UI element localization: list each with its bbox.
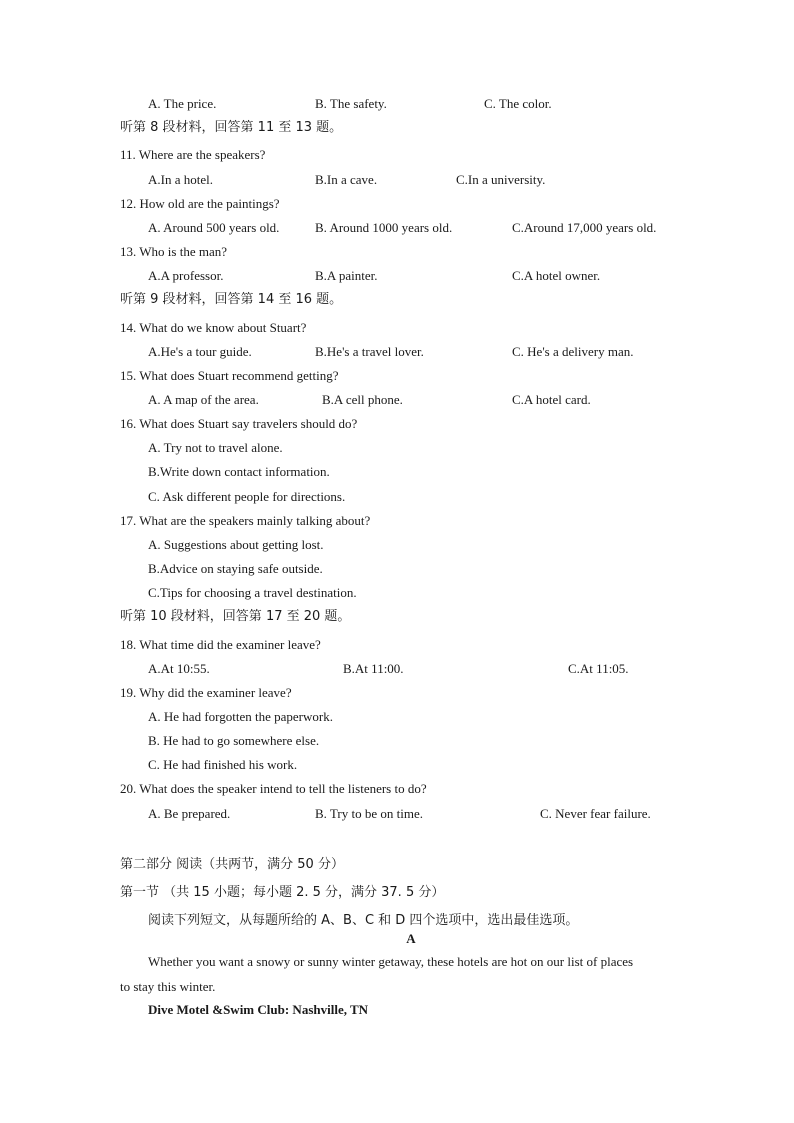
q15-option-c: C.A hotel card. bbox=[512, 392, 591, 407]
q14-option-b: B.He's a travel lover. bbox=[315, 344, 424, 359]
q16-option-c: C. Ask different people for directions. bbox=[148, 489, 346, 504]
q17-stem: 17. What are the speakers mainly talking about? bbox=[120, 513, 371, 528]
q11-stem: 11. Where are the speakers? bbox=[120, 147, 266, 162]
q16-option-b: B.Write down contact information. bbox=[148, 464, 330, 479]
q17-option-c: C.Tips for choosing a travel destination. bbox=[148, 585, 357, 600]
q19-option-c: C. He had finished his work. bbox=[148, 757, 298, 772]
q18-stem: 18. What time did the examiner leave? bbox=[120, 637, 321, 652]
q10-option-b: B. The safety. bbox=[315, 96, 387, 111]
q13-option-b: B.A painter. bbox=[315, 268, 378, 283]
q20-stem: 20. What does the speaker intend to tell the listeners to do? bbox=[120, 781, 427, 796]
q18-option-c: C.At 11:05. bbox=[568, 661, 629, 676]
q17-option-a: A. Suggestions about getting lost. bbox=[148, 537, 324, 552]
q10-option-c: C. The color. bbox=[484, 96, 552, 111]
q11-option-c: C.In a university. bbox=[456, 172, 546, 187]
q14-stem: 14. What do we know about Stuart? bbox=[120, 320, 307, 335]
q12-option-b: B. Around 1000 years old. bbox=[315, 220, 453, 235]
q14-option-c: C. He's a delivery man. bbox=[512, 344, 634, 359]
reading-instruction: 阅读下列短文，从每题所给的 A、B、C 和 D 四个选项中，选出最佳选项。 bbox=[148, 913, 579, 928]
q19-stem: 19. Why did the examiner leave? bbox=[120, 685, 292, 700]
q14-option-a: A.He's a tour guide. bbox=[148, 344, 252, 359]
q13-option-a: A.A professor. bbox=[148, 268, 224, 283]
q16-stem: 16. What does Stuart say travelers should do? bbox=[120, 416, 358, 431]
q16-option-a: A. Try not to travel alone. bbox=[148, 440, 283, 455]
q18-option-b: B.At 11:00. bbox=[343, 661, 404, 676]
q15-option-a: A. A map of the area. bbox=[148, 392, 259, 407]
q20-option-b: B. Try to be on time. bbox=[315, 806, 423, 821]
part-2-heading: 第二部分 阅读（共两节，满分 50 分） bbox=[120, 857, 344, 872]
q10-option-a: A. The price. bbox=[148, 96, 217, 111]
q12-option-a: A. Around 500 years old. bbox=[148, 220, 280, 235]
hotel-heading: Dive Motel &Swim Club: Nashville, TN bbox=[148, 1002, 369, 1017]
q11-option-b: B.In a cave. bbox=[315, 172, 378, 187]
q13-stem: 13. Who is the man? bbox=[120, 244, 227, 259]
section-8-instruction: 听第 8 段材料，回答第 11 至 13 题。 bbox=[120, 120, 343, 135]
q20-option-a: A. Be prepared. bbox=[148, 806, 231, 821]
q15-option-b: B.A cell phone. bbox=[322, 392, 403, 407]
q11-option-a: A.In a hotel. bbox=[148, 172, 213, 187]
q15-stem: 15. What does Stuart recommend getting? bbox=[120, 368, 339, 383]
q20-option-c: C. Never fear failure. bbox=[540, 806, 651, 821]
passage-label: A bbox=[406, 931, 416, 946]
q19-option-b: B. He had to go somewhere else. bbox=[148, 733, 320, 748]
passage-intro-line-1: Whether you want a snowy or sunny winter getaway, these hotels are hot on our list of places bbox=[148, 954, 634, 969]
q19-option-a: A. He had forgotten the paperwork. bbox=[148, 709, 333, 724]
passage-intro-line-2: to stay this winter. bbox=[120, 979, 216, 994]
q18-option-a: A.At 10:55. bbox=[148, 661, 210, 676]
q12-stem: 12. How old are the paintings? bbox=[120, 196, 280, 211]
section-10-instruction: 听第 10 段材料，回答第 17 至 20 题。 bbox=[120, 609, 351, 624]
q17-option-b: B.Advice on staying safe outside. bbox=[148, 561, 323, 576]
q12-option-c: C.Around 17,000 years old. bbox=[512, 220, 657, 235]
section-9-instruction: 听第 9 段材料，回答第 14 至 16 题。 bbox=[120, 292, 343, 307]
section-1-heading: 第一节 （共 15 小题；每小题 2. 5 分，满分 37. 5 分） bbox=[120, 885, 445, 900]
q13-option-c: C.A hotel owner. bbox=[512, 268, 601, 283]
